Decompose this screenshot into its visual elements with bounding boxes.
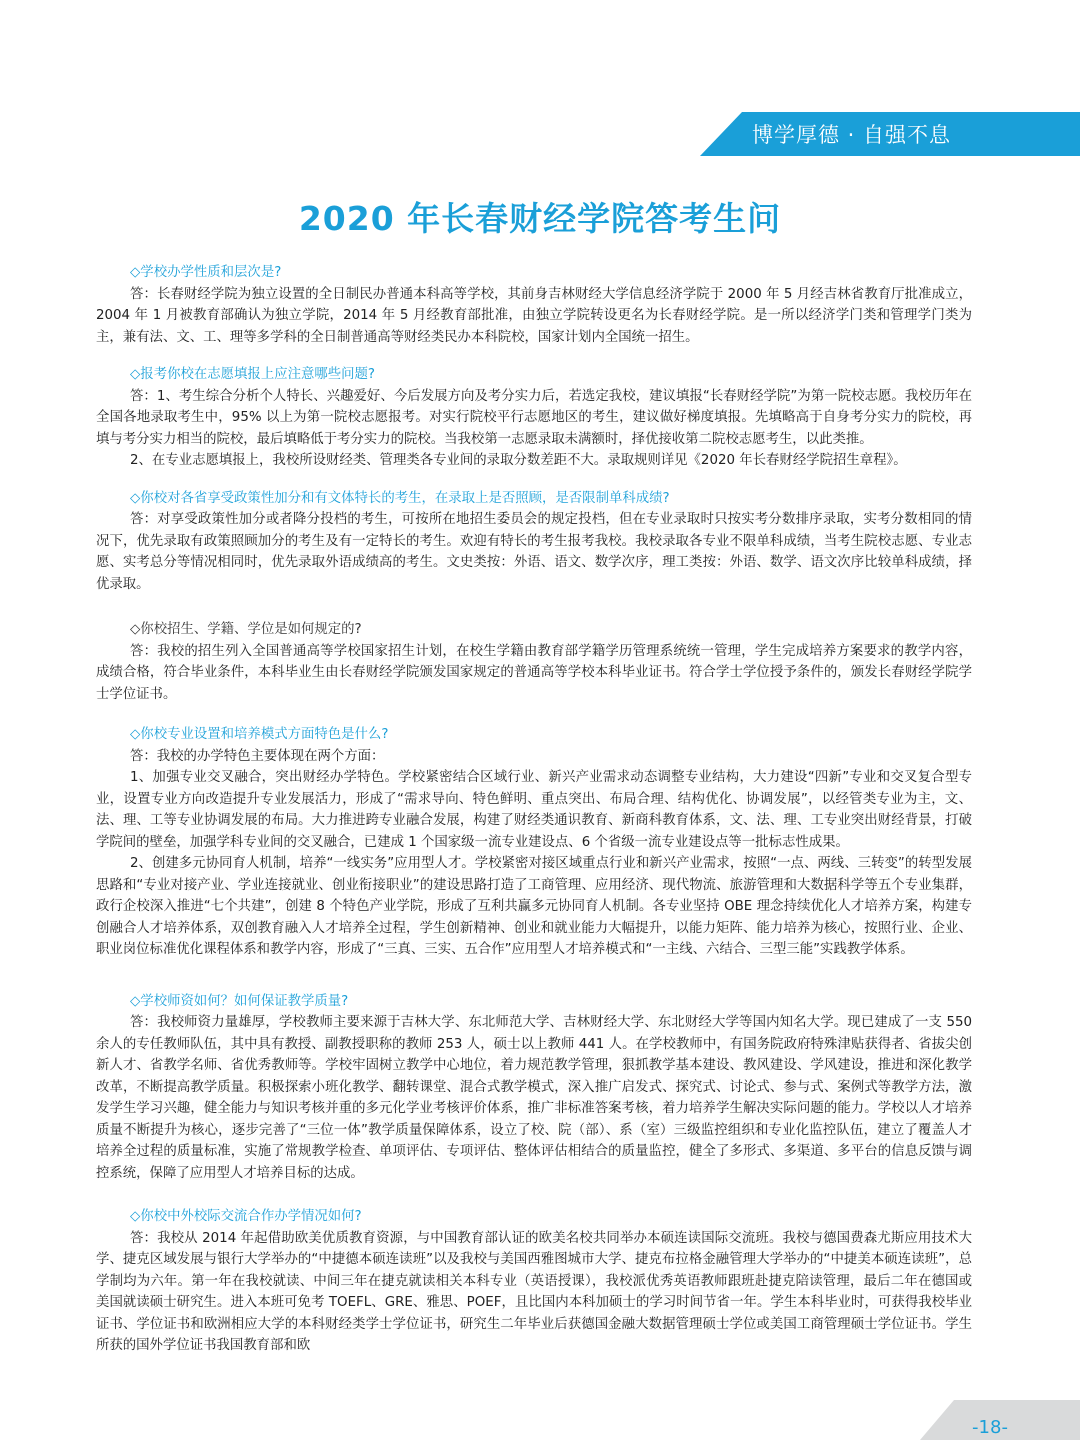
qa-section [96,991,972,1185]
question-heading: ◇报考你校在志愿填报上应注意哪些问题? [130,367,376,382]
answer-paragraph: 答：我校从 2014 年起借助欧美优质教育资源，与中国教育部认证的欧美名校共同举办本硕连读国际交流班。我校与德国费森尤斯应用技术大学、捷克区域发展与银行大学举办的“中捷德本硕连读班”以及我校与美国西雅图城市大学、捷克布拉格金融管理大学举办的“中捷美本硕连读班”，总学制均为六年。第一年在我校就读、中间三年在捷克就读相关本科专业（英语授课），我校派优秀英语教师跟班赴捷克陪读管理，最后二年在德国或美国就读硕士研究生。进入本班可免考 TOEFL、GRE、雅思、POEF，且比国内本科加硕士的学习时间节省一年。学生本科毕业时，可获得我校毕业证书、学位证书和欧洲相应大学的本科财经类学士学位证书，研究生二年毕业后获德国金融大数据管理硕士学位或美国工商管理硕士学位证书。学生所获的国外学位证书我国教育部和欧 [96,1230,972,1353]
qa-section [96,262,972,348]
question-heading: ◇你校招生、学籍、学位是如何规定的? [130,622,362,637]
question-heading: ◇学校师资如何？如何保证教学质量? [130,993,349,1009]
answer-paragraph: 2、创建多元协同育人机制，培养“一线实务”应用型人才。学校紧密对接区域重点行业和新兴产业需求，按照“一点、两线、三转变”的转型发展思路和“专业对接产业、学业连接就业、创业衔接职业”的建设思路打造了工商管理、应用经济、现代物流、旅游管理和大数据科学等五个专业集群，政行企校深入推进“七个共建”，创建 8 个特色产业学院，形成了互利共赢多元协同育人机制。各专业坚持 OBE 理念持续优化人才培养方案，构建专创融合人才培养体系，双创教育融入人才培养全过程，学生创新精神、创业和就业能力大幅提升，以能力矩阵、能力培养为核心，按照行业、企业、职业岗位标准优化课程体系和教学内容，形成了“三真、三实、五合作”应用型人才培养模式和“一主线、六结合、三型三能”实践教学体系。 [96,856,972,957]
qa-section [96,724,972,961]
qa-section [96,364,972,472]
answer-paragraph: 答：我校师资力量雄厚，学校教师主要来源于吉林大学、东北师范大学、吉林财经大学、东北财经大学等国内知名大学。现已建成了一支 550 余人的专任教师队伍，其中具有教授、副教授职称的教师 253 人，硕士以上教师 441 人。在学校教师中，有国务院政府特殊津贴获得者、省拔尖创新人才、省教学名师、省优秀教师等。学校牢固树立教学中心地位，着力规范教学管理，狠抓教学基本建设、教风建设、学风建设，推进和深化教学改革，不断提高教学质量。积极探索小班化教学、翻转课堂、混合式教学模式，深入推广启发式、探究式、讨论式、参与式、案例式等教学方法，激发学生学习兴趣，健全能力与知识考核并重的多元化学业考核评价体系，推广非标准答案考核，着力培养学生解决实际问题的能力。学校以人才培养质量不断提升为核心，逐步完善了“三位一体”教学质量保障体系，设立了校、院（部）、系（室）三级监控组织和专业化监控队伍，建立了覆盖人才培养全过程的质量标准，实施了常规教学检查、单项评估、专项评估、整体评估相结合的质量监控，健全了多形式、多渠道、多平台的信息反馈与调控系统，保障了应用型人才培养目标的达成。 [96,1015,972,1181]
section-spacer [96,348,972,364]
qa-section [96,619,972,705]
qa-section [96,1206,972,1357]
question-heading: ◇学校办学性质和层次是? [130,265,282,280]
page-title: 2020 年长春财经学院答考生问 [298,199,782,238]
question-heading: ◇你校专业设置和培养模式方面特色是什么? [130,727,389,742]
qa-section [96,488,972,596]
page-number: -18- [972,1417,1008,1438]
section-spacer [96,595,972,619]
answer-paragraph: 答：我校的招生列入全国普通高等学校国家招生计划，在校生学籍由教育部学籍学历管理系统统一管理，学生完成培养方案要求的教学内容，成绩合格，符合毕业条件，本科毕业生由长春财经学院颁发国家规定的普通高等学校本科毕业证书。符合学士学位授予条件的，颁发长春财经学院学士学位证书。 [96,643,972,702]
section-spacer [96,472,972,488]
answer-paragraph: 答：对享受政策性加分或者降分投档的考生，可按所在地招生委员会的规定投档，但在专业录取时只按实考分数排序录取，实考分数相同的情况下，优先录取有政策照顾加分的考生及有一定特长的考生。欢迎有特长的考生报考我校。我校录取各专业不限单科成绩，当考生院校志愿、专业志愿、实考总分等情况相同时，优先录取外语成绩高的考生。文史类按：外语、语文、数学次序，理工类按：外语、数学、语文次序比较单科成绩，择优录取。 [96,512,972,592]
answer-paragraph: 2、在专业志愿填报上，我校所设财经类、管理类各专业间的录取分数差距不大。录取规则详见《2020 年长春财经学院招生章程》。 [130,453,907,468]
section-spacer [96,705,972,724]
section-spacer [96,1184,972,1206]
answer-paragraph: 答：1、考生综合分析个人特长、兴趣爱好、今后发展方向及考分实力后，若选定我校，建议填报“长春财经学院”为第一院校志愿。我校历年在全国各地录取考生中，95% 以上为第一院校志愿报考。对实行院校平行志愿地区的考生，建议做好梯度填报。先填略高于自身考分实力的院校，再填与考分实力相当的院校，最后填略低于考分实力的院校。当我校第一志愿录取未满额时，择优接收第二院校志愿考生，以此类推。 [96,388,972,447]
question-heading: ◇你校中外校际交流合作办学情况如何? [130,1209,362,1224]
section-spacer [96,961,972,991]
question-heading: ◇你校对各省享受政策性加分和有文体特长的考生，在录取上是否照顾，是否限制单科成绩? [130,490,670,506]
qa-content [96,262,972,1357]
answer-paragraph: 答：长春财经学院为独立设置的全日制民办普通本科高等学校，其前身吉林财经大学信息经济学院于 2000 年 5 月经吉林省教育厅批准成立，2004 年 1 月被教育部确认为独立学院，2014 年 5 月经教育部批准，由独立学院转设更名为长春财经学院。是一所以经济学门类和管理学门类为主，兼有法、文、工、理等多学科的全日制普通高等财经类民办本科院校，国家计划内全国统一招生。 [96,286,972,345]
answer-paragraph: 答：我校的办学特色主要体现在两个方面： [130,748,385,764]
motto-text: 博学厚德 · 自强不息 [752,123,952,147]
answer-paragraph: 1、加强专业交叉融合，突出财经办学特色。学校紧密结合区域行业、新兴产业需求动态调整专业结构，大力建设“四新”专业和交叉复合型专业，设置专业方向改造提升专业发展活力，形成了“需求导向、特色鲜明、重点突出、布局合理、结构优化、协调发展”，以经管类专业为主，文、法、理、工等专业协调发展的布局。大力推进跨专业融合发展，构建了财经类通识教育、新商科教育体系，文、法、理、工专业突出财经背景，打破学院间的壁垒，加强学科专业间的交叉融合，已建成 1 个国家级一流专业建设点、6 个省级一流专业建设点等一批标志性成果。 [96,770,972,850]
